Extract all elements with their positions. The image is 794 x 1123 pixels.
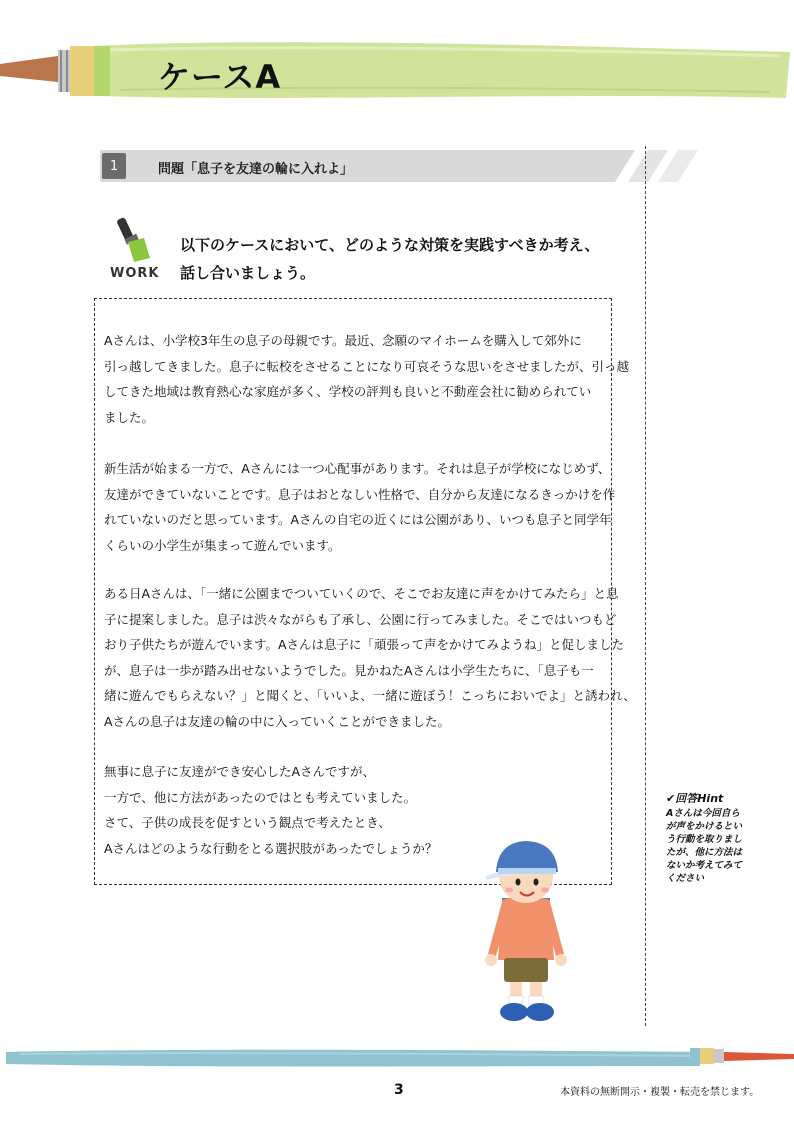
case-paragraph-1 [104,328,630,430]
margin-divider [645,146,646,1026]
hint-title: ✔回答Hint [666,792,724,805]
case-line: ある日Aさんは、「一緒に公園までついていくので、そこでお友達に声をかけてみたら」と息 [104,586,619,601]
question-number: 1 [102,153,126,179]
hint-line: ないか考えてみて [666,860,743,871]
case-line: 友達ができていないことです。息子はおとなしい性格で、自分から友達になるきっかけを作 [104,486,616,502]
header-paint-stroke [0,0,794,120]
case-line: 子に提案しました。息子は渋々ながらも了承し、公園に行ってみました。そこではいつもど [104,611,617,627]
case-line: れていないのだと思っています。Aさんの自宅の近くには公園があり、いつも息子と同学年 [104,512,612,527]
hint-body [666,807,756,885]
copyright-notice: 本資料の無断開示・複製・転売を禁じます。 [560,1087,760,1098]
case-line: くらいの小学生が集まって遊んでいます。 [104,537,341,553]
case-line: 引っ越してきました。息子に転校をさせることになり可哀そうな思いをさせましたが、引っ越 [104,358,630,374]
instruction-line-1: 以下のケースにおいて、どのような対策を実践すべきか考え、 [180,236,600,254]
case-line: おり子供たちが遊んでいます。Aさんは息子に「頑張って声をかけてみようね」と促しました [104,637,625,652]
case-line: Aさんは、小学校3年生の息子の母親です。最近、念願のマイホームを購入して郊外に [104,333,582,348]
boy-illustration [478,836,574,1026]
case-line: 無事に息子に友達ができ安心したAさんですが、 [104,764,376,779]
work-label: WORK [110,266,160,281]
case-line: Aさんの息子は友達の輪の中に入っていくことができました。 [104,713,451,729]
case-paragraph-3 [104,581,636,734]
footer-paint-stroke [0,1040,794,1070]
hint-line: う行動を取りまし [666,834,743,845]
instruction-line-2: 話し合いましょう。 [180,264,316,282]
hint-line: が声をかけるとい [666,821,743,832]
case-line: Aさんはどのような行動をとる選択肢があったでしょうか？ [104,840,438,856]
question-title: 問題「息子を友達の輪に入れよ」 [158,162,354,177]
hint-line: ください [666,873,705,884]
case-line: さて、子供の成長を促すという観点で考えたとき、 [104,815,391,830]
case-line: 緒に遊んでもらえない？」と聞くと、「いいよ、一緒に遊ぼう！こっちにおいでよ」と誘われ、 [104,688,636,703]
paintbrush-icon [690,1046,794,1066]
hint-line: たが、他に方法は [666,847,743,858]
paintbrush-icon [112,216,152,266]
case-line: ました。 [104,409,155,425]
page-title: ケースA [158,58,282,96]
hint-line: Aさんは今回自ら [666,808,740,819]
page-number: 3 [394,1082,404,1098]
paintbrush-icon [0,42,115,100]
case-line: 新生活が始まる一方で、Aさんには一つ心配事があります。それは息子が学校になじめず、 [104,461,611,476]
case-line: が、息子は一歩が踏み出せないようでした。見かねたAさんは小学生たちに、「息子も一 [104,662,594,678]
case-paragraph-2 [104,456,616,558]
case-line: してきた地域は教育熱心な家庭が多く、学校の評判も良いと不動産会社に勧められてい [104,384,592,399]
case-line: 一方で、他に方法があったのではとも考えていました。 [104,789,417,805]
